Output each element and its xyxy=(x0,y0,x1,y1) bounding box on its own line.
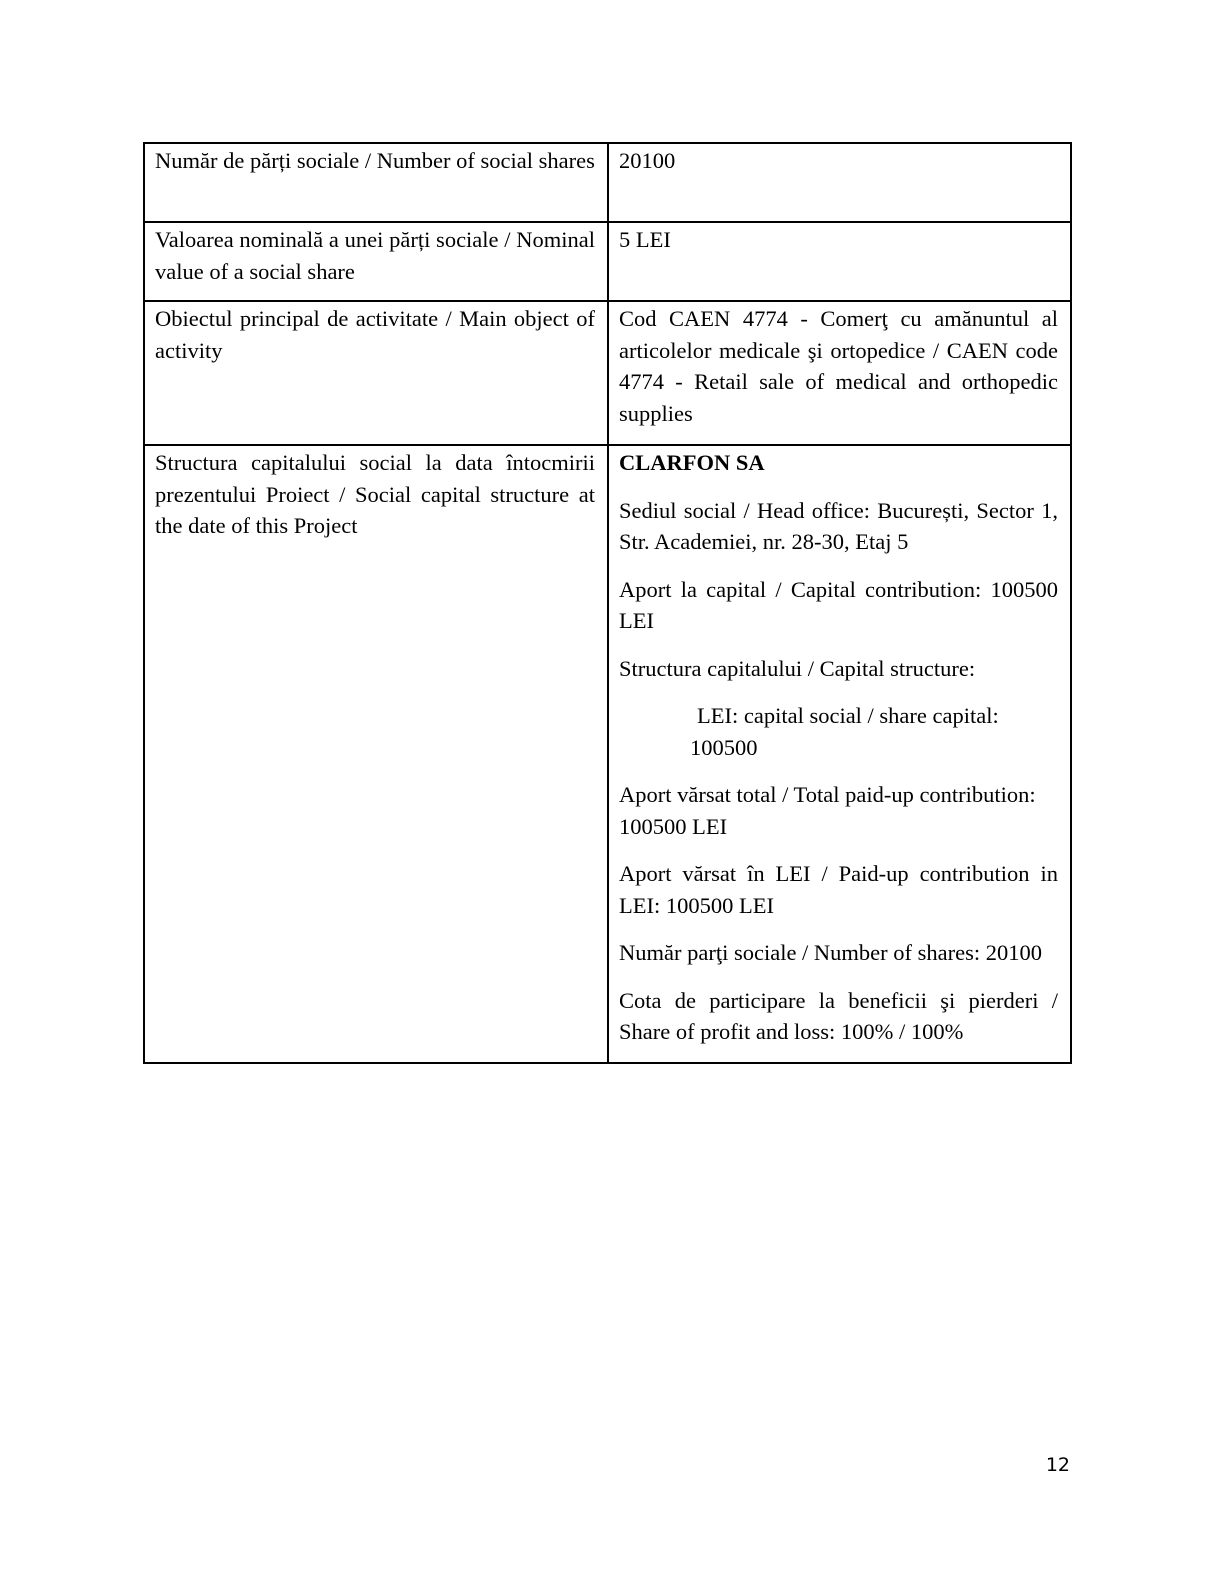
profit-loss-share: Cota de participare la beneficii şi pierderi / Share of profit and loss: 100% / 100% xyxy=(619,987,1058,1044)
table-row xyxy=(144,222,1071,301)
total-paid-up: Aport vărsat total / Total paid-up contribution: 100500 LEI xyxy=(619,782,1036,839)
number-of-shares: Număr parţi sociale / Number of shares: 20100 xyxy=(619,940,1043,965)
shareholder-name: CLARFON SA xyxy=(619,450,765,475)
capital-structure-line: LEI: capital social / share capital: 100500 xyxy=(690,703,999,760)
row-label-main-activity: Obiectul principal de activitate / Main object of activity xyxy=(144,301,608,445)
row-label-nominal-value: Valoarea nominală a unei părți sociale / Nominal value of a social share xyxy=(144,222,608,301)
row-value-nominal-value: 5 LEI xyxy=(608,222,1071,301)
head-office: Sediul social / Head office: București, Sector 1, Str. Academiei, nr. 28-30, Etaj 5 xyxy=(619,497,1058,554)
page-number: 12 xyxy=(1045,1454,1070,1476)
table-row xyxy=(144,445,1071,1063)
row-label-capital-structure: Structura capitalului social la data întocmirii prezentului Proiect / Social capital structure at the date of this Project xyxy=(144,445,608,1063)
row-value-main-activity: Cod CAEN 4774 - Comerţ cu amănuntul al articolelor medicale şi ortopedice / CAEN code 4774 - Retail sale of medical and orthopedic supplies xyxy=(608,301,1071,445)
paid-up-lei: Aport vărsat în LEI / Paid-up contribution in LEI: 100500 LEI xyxy=(619,861,1058,918)
table-row xyxy=(144,301,1071,445)
company-details-table xyxy=(143,142,1072,1064)
row-label-number-of-shares: Număr de părți sociale / Number of social shares xyxy=(144,143,608,222)
capital-contribution: Aport la capital / Capital contribution: 100500 LEI xyxy=(619,576,1058,633)
row-value-number-of-shares: 20100 xyxy=(608,143,1071,222)
capital-structure-heading: Structura capitalului / Capital structure: xyxy=(619,655,976,681)
table-row xyxy=(144,143,1071,222)
row-value-capital-structure xyxy=(608,445,1071,1063)
